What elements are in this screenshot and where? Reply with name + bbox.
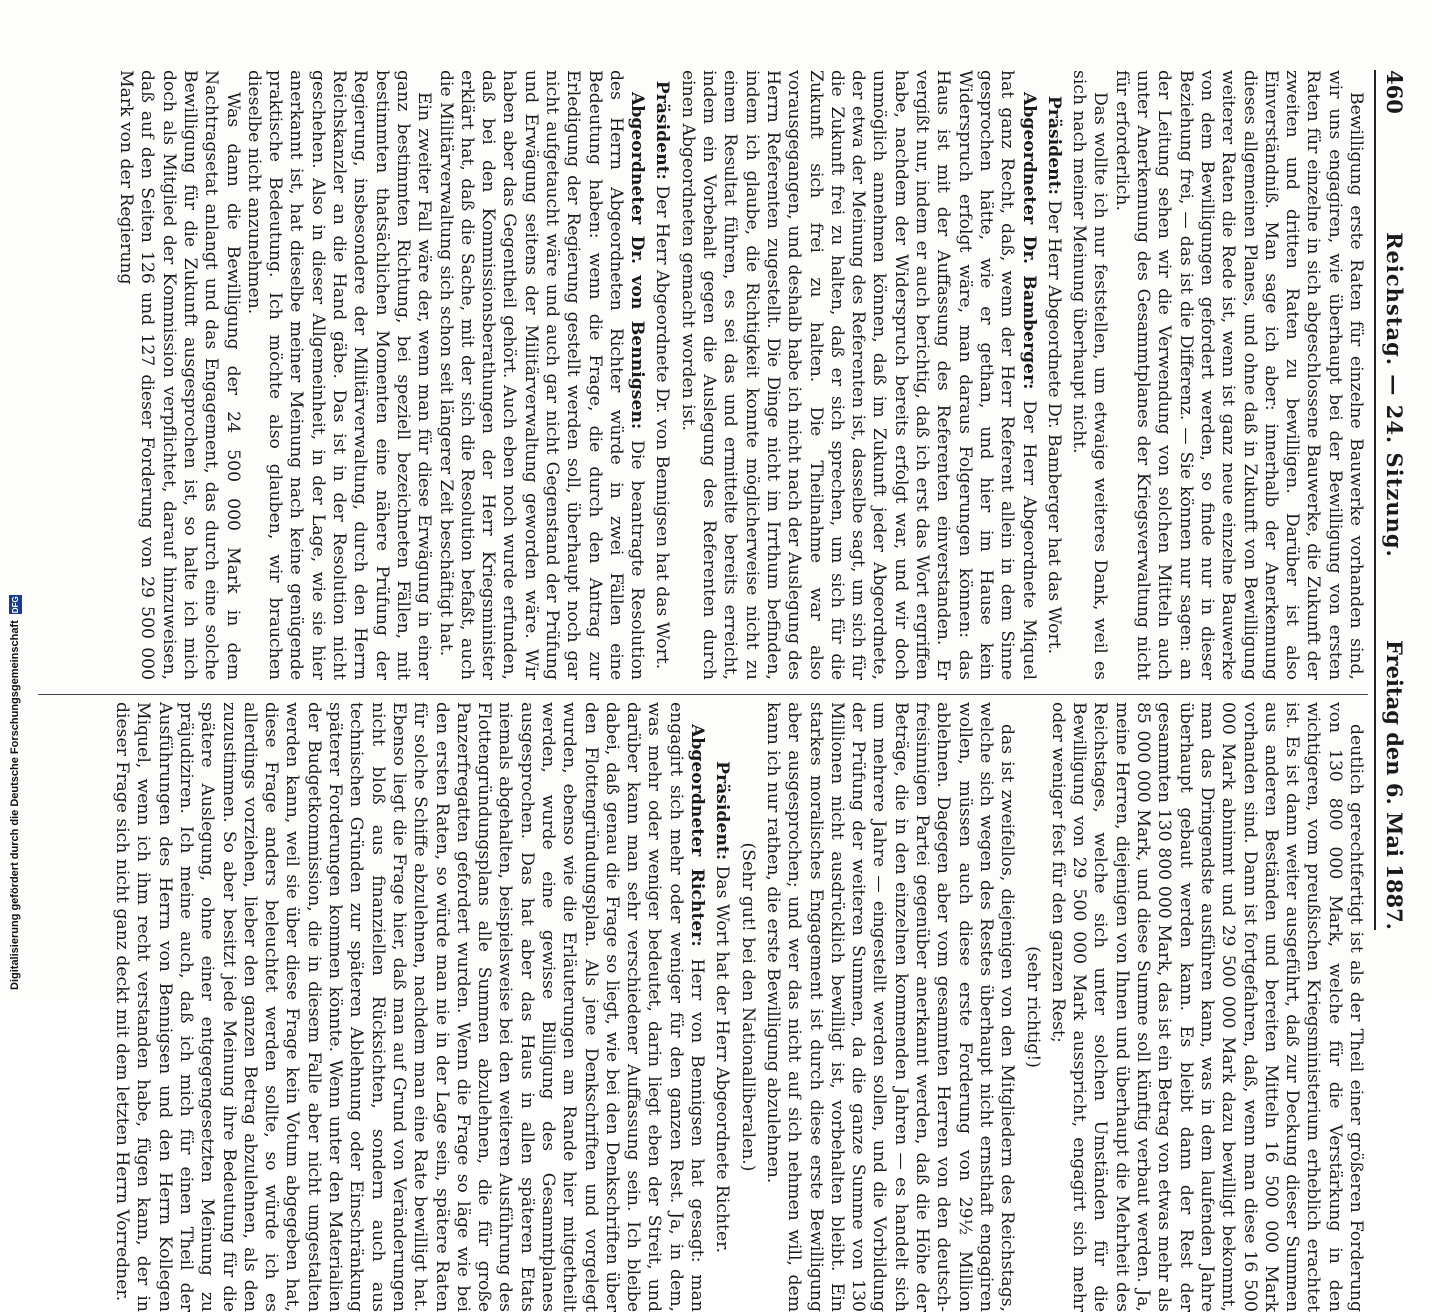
right-column — [26, 702, 1366, 1312]
funding-text: Digitalisierung gefördert durch die Deutsche Forschungsgemeinschaft — [9, 620, 21, 990]
paragraph-text: Die beantragte Resolution des Herrn Abgeordneten Richter würde in zwei Fällen eine Bedeutung haben: wenn die Frage, die durch den Antrag zur Erledigung der Regierung gestellt werden soll, überhaupt noch gar nicht aufgetaucht wäre und auch gar nicht Gegenstand der Prüfung und Erwägung seitens der Militärverwaltung geworden wäre. Wir haben aber das Gegentheil gehört. Auch eben noch wurde erfunden, daß bei den Kommissionsberathungen der Herr Kriegsminister erklärt hat, daß die Sache, mit der sich die Resolution befaßt, auch die Militärverwaltung sich schon seit längerer Zeit beschäftigt hat. — [435, 70, 648, 680]
paragraph — [243, 70, 435, 680]
centered-line — [1021, 702, 1042, 1312]
paragraph — [1047, 702, 1366, 1312]
page-header — [1378, 70, 1412, 930]
paragraph-text: Das wollte ich nur feststellen, um etwaige weiteres Dank, weil es sich nach meiner Meinung überhaupt nicht. — [1069, 70, 1111, 680]
speaker-name: Abgeordneter Dr. Bamberger: — [1018, 92, 1039, 390]
centered-line — [651, 70, 672, 680]
running-title: Reichstag. — 24. Sitzung. — [1382, 232, 1408, 558]
paragraph-text: (sehr richtig!) — [1022, 946, 1043, 1068]
header-rule — [1374, 70, 1376, 930]
left-column — [26, 70, 1366, 680]
paragraph — [111, 702, 707, 1312]
paragraph-text: Ein zweiter Fall wäre der, wenn man für diese Erwägung in einer ganz bestimmten Richtung, bei speziell bezeichneten Fällen, mit bestimmten thatsächlichen Momenten eine nähere Prüfung der Regierung, insbesondere der Militärverwaltung, durch den Herrn Reichskanzler an die Hand gäbe. Das ist in der Resolution nicht geschehen. Also in dieser Allgemeinheit, in der Lage, wie sie hier anerkannt ist, hat dieselbe meiner Meinung nach keine genügende praktische Bedeutung. Ich möchte also glauben, wir brauchen dieselbe nicht anzunehmen. — [243, 70, 435, 680]
paragraph — [762, 702, 1018, 1312]
speaker-name: Präsident: — [1043, 95, 1064, 195]
paragraph — [677, 70, 1039, 680]
paragraph — [1068, 70, 1111, 680]
speaker-name: Abgeordneter Dr. von Bennigsen: — [627, 92, 648, 430]
paragraph-text: Was dann die Bewilligung der 24 500 000 Mark in dem Nachtragsetat anlangt und das Engagement, das durch eine solche Bewilligung für die Zukunft ausgesprochen ist, so halte ich mich doch als Mitglied der Kommission verpflichtet, darauf hinzuweisen, daß auf den Seiten 126 und 127 dieser Forderung von 29 500 000 Mark von der Regierung — [116, 70, 243, 680]
centered-line — [736, 702, 757, 1312]
centered-line — [1043, 70, 1064, 680]
speaker-name: Abgeordneter Richter: — [687, 724, 708, 947]
paragraph — [1110, 70, 1366, 680]
session-date: Freitag den 6. Mai 1887. — [1382, 639, 1408, 930]
funding-note — [8, 596, 22, 990]
paragraph-text: Der Herr Abgeordnete Miquel hat ganz Recht, daß, wenn der Herr Referent allein in dem Sinne gesprochen hätte, wie er gethan, und hier im Hause kein Widerspruch erfolgt wäre, man daraus Folgerungen können: das Haus ist mit der Auffassung des Referenten einverstanden. Er vergißt nur, indem er auch berichtig, daß ich erst das Wort ergriffen habe, nachdem der Widerspruch bereits erfolgt war, und wir doch unmöglich annehmen können, daß im Zukunft jeder Abgeordnete, der etwa der Meinung des Referenten ist, dasselbe sagt, um sich für die Zukunft frei zu halten, daß er sich sprechen, um sich für die Zukunft sich frei zu halten. Die Theilnahme war also vorausgegangen, und deshalb habe ich nicht nach der Auslegung des Herrn Referenten zugestellt. Die Dinge nicht im Irrthum befinden, indem ich glaube, die Richtigkeit konnte möglicherweise nicht zu einem Resultat führen, es sei das und ermittelte bereits erreicht, indem ein Vorbehalt gegen die Auslegung des Referenten durch einen Abgeordneten gemacht worden ist. — [677, 70, 1039, 680]
centered-line — [711, 702, 732, 1312]
paragraph — [434, 70, 647, 680]
paragraph-text: Herr von Bennigsen hat gesagt: man engagirt sich mehr oder weniger für den ganzen Rest. Ja, in dem, was mehr oder weniger bedeutet, darin liegt eben der Streit, und darüber kann man sehr verschiedener Auffassung sein. Ich bleibe dabei, daß genau die Frage so liegt, wie bei den Denkschriften über den Flottengründungsplan. Als jene Denkschriften und vorgelegt wurden, ebenso wie die Erläuterungen am Rande hier mitgetheilt werden, wurde eine gewisse Billigung des Gesammtplanes ausgesprochen. Das hat aber das Haus in allen späteren Etats niemals abgehalten, beispielsweise bei den weiteren Ausführung des Flottengründungsplans alle Summen abzulehnen, die für große Panzerfregatten gefordert wurden. Wenn die Frage so läge wie bei den ersten Raten, so würde man nie in der Lage sein, spätere Raten für solche Schiffe abzulehnen, nachdem man eine Rate bewilligt hat. Ebenso liegt die Frage hier, daß man auf Grund von Veränderungen nicht bloß aus finanziellen Rücksichten, sondern auch aus technischen Gründen zur späteren Ablehnung oder Einschränkung späterer Forderungen kommen könnte. Wenn unter den Materialien der Budgetkommission, die in diesem Falle aber nicht umgestalten werden kann, weil sie über diese Frage kein Votum abgegeben hat, diese Frage anders beleuchtet werden sollte, so würde ich es allerdings vorziehen, lieber den ganzen Betrag abzulehnen, als den zuzustimmen. So aber besitzt jede Meinung ihre Bedeutung für die spätere Auslegung, ohne einer entgegengesetzten Meinung zu präjudiziren. Ich meine auch, daß ich mich für einen Theil der Ausführungen des Herrn von Bennigsen und den Herrn Kollegen Miquel, wenn ich ihm recht verstanden habe, fügen kann, der in dieser Frage sich nicht ganz deckt mit dem letzten Herrn Vorredner. — [112, 702, 708, 1312]
paragraph-text: Bewilligung erste Raten für einzelne Bauwerke vorhanden sind, wir uns engagiren, wie überhaupt bei der Bewilligung von ersten Raten für einzelne in sich abgeschlossene Bauwerke, die Zukunft der zweiten und dritten Raten zu bewilligen. Darüber ist also Einverständniß. Man sage ich aber: innerhalb der Anerkennung dieses allgemeinen Planes, und ohne daß in Zukunft von Bewilligung weiterer Raten die Rede ist, wenn ist ganz neue einzelne Bauwerke von dem Bewilligungen gefordert werden, so finde nur in dieser Beziehung frei, — das ist die Differenz. — Sie können nur sagen: an der Leitung sehen wir die Verwendung von solchen Mitteln auch unter Anerkennung des Gesammtplanes der Kriegsverwaltung nicht für erforderlich. — [1111, 70, 1366, 680]
paragraph-text: Das Wort hat der Herr Abgeordnete Richter. — [712, 865, 733, 1253]
paragraph-text: Der Herr Abgeordnete Dr. von Bennigsen hat das Wort. — [652, 185, 673, 670]
column-divider — [38, 694, 1368, 695]
paragraph — [115, 70, 243, 680]
page-number: 460 — [1382, 70, 1408, 114]
speaker-name: Präsident: — [652, 80, 673, 180]
speaker-name: Präsident: — [712, 761, 733, 861]
paragraph-text: (Sehr gut! bei den Nationalliberalen.) — [737, 842, 758, 1172]
paragraph-text: Der Herr Abgeordnete Dr. Bamberger hat das Wort. — [1043, 200, 1064, 655]
paragraph-text: deutlich gerechtfertigt ist als der Theil einer größeren Forderung von 130 800 000 Mark, welche für die Verstärkung in den wichtigeren, vom preußischen Kriegsministerium erheblich erachtet ist. Es ist dann weiter ausgeführt, daß zur Deckung dieser Summen aus anderen Beständen und bereiten Mitteln 16 500 000 Mark vorhanden sind. Dann ist fortgefahren, daß, wenn man diese 16 500 000 Mark abnimmt und 29 500 000 Mark dazu bewilligt bekommt, man das Dringendste ausführen kann, was in dem laufenden Jahre überhaupt gebaut werden kann. Es bleibt dann der Rest der gesammten 130 800 000 Mark, das ist ein Betrag von etwas mehr als 85 000 000 Mark, und diese Summe soll künftig verbaut werden. Ja, meine Herren, diejenigen von Ihnen und überhaupt die Mehrheit des Reichstages, welche sich unter solchen Umständen für die Bewilligung von 29 500 000 Mark ausspricht, engagirt sich mehr oder weniger fest für den ganzen Rest; — [1047, 702, 1366, 1312]
dfg-logo: DFG — [10, 596, 20, 614]
paragraph-text: das ist zweifellos, diejenigen von den Mitgliedern des Reichstags, welche sich wegen des Restes überhaupt nicht ernsthaft engagiren wollen, müssen auch diese erste Forderung von 29½ Million ablehnen. Dagegen aber vom gesammten Herren von den deutsch-freisinnigen Partei gegenüber anerkannt werden, daß die Höhe der Beträge, die in den einzelnen kommenden Jahren — es handelt sich um mehrere Jahre — eingestellt werden sollen, und die Vorbildung der Prüfung der weiteren Summen, da die ganze Summe von 130 Millionen nicht ausdrücklich bewilligt ist, vorbehalten bleibt. Ein starkes moralisches Engagement ist durch diese erste Bewilligung aber ausgesprochen; und wer das nicht auf sich nehmen will, dem kann ich nur rathen, die erste Bewilligung abzulehnen. — [762, 702, 1018, 1312]
